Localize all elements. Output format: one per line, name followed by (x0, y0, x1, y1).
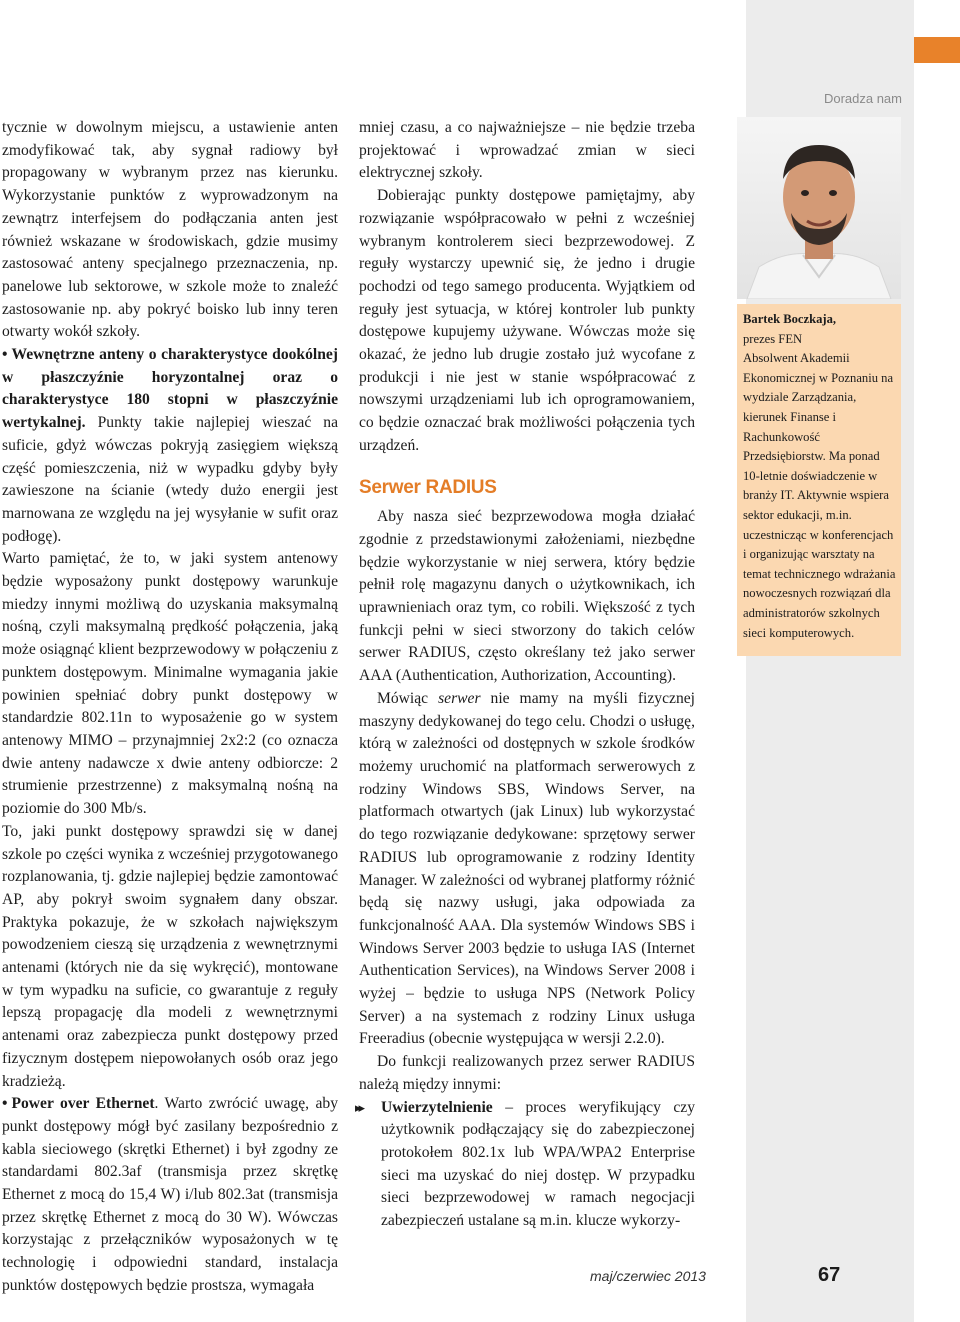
paragraph: Dobierając punkty dostępowe pamiętajmy, aby rozwiązanie współpracowało w pełni z wcześniej wybranym kontrolerem sieci bezprzewodowej. Z reguły wystarczy upewnić się, że jedno i drugie pochodzi od tego samego producenta. Wyjątkiem od reguły jest sytuacja, w której kontroler lub punkty dostępowe kupujemy używane. Wówczas może się okazać, że jedno lub drugie zostało już wycofane z produkcji i nie jest w stanie współpracować z nowszymi urządzeniami lub ich oprogramowaniem, co będzie oznaczać brak możliwości połączenia tych urządzeń. (359, 187, 695, 454)
author-bio-box (737, 304, 901, 656)
section-heading: Serwer RADIUS (359, 476, 497, 498)
emphasis-text: serwer (438, 689, 481, 707)
author-photo (737, 117, 901, 299)
arrow-list-item (359, 1097, 695, 1233)
text-column-middle (359, 117, 695, 1233)
bullet-heading: • Power over Ethernet (2, 1095, 155, 1112)
author-role: prezes FEN (743, 331, 803, 346)
bullet-text: . Warto zwrócić uwagę, aby punkt dostępowy mógł być zasilany bezpośrednio z kabla sieciowego (skrętki Ethernet) i był zgodny ze standardami 802.3af (transmisja przez skrętkę Ethernet z mocą do 15,4 W) i/lub 802.3at (transmisja przez skrętkę Ethernet z mocą do 30 W). Wówczas korzystając z przełączników wyposażonych w tę technologię i odpowiedni standard, instalacja punktów dostępowych będzie prostsza, wymagała (2, 1095, 338, 1294)
author-name: Bartek Boczkaja, (743, 312, 837, 326)
portrait-illustration (737, 117, 901, 299)
sidebar-label: Doradza nam (823, 91, 902, 106)
bullet-text: Punkty takie najlepiej wieszać na suficie, gdyż wówczas pokryją zasięgiem większą część pomieszczenia, niż w wypadku gdyby były zawieszone na ścianie (wtedy dużo energii jest marnowana ze względu na jej wysyłanie w sufit oraz podłogę). (2, 414, 338, 545)
paragraph: Warto pamiętać, że to, w jaki system antenowy będzie wyposażony punkt dostępowy warunkuje miedzy innymi możliwą do uzyskania maksymalną nośną, czyli maksymalną prędkość połączenia, jaką może osiągnąć klient bezprzewodowy w połączeniu z punktem dostępowym. Minimalne wymagania jakie powinien spełniać dobry punkt dostępowy w standardzie 802.11n to wyposażenie go w system antenowy MIMO – przynajmniej 2x2:2 (co oznacza dwie anteny nadawcze x dwie anteny odbiorcze: 2 strumienie przestrzenne) z maksymalną nośną na poziomie do 300 Mb/s. (2, 550, 338, 818)
paragraph-text: Mówiąc (377, 689, 439, 707)
paragraph: mniej czasu, a co najważniejsze – nie będzie trzeba projektować i wprowadzać zmian w sieci elektrycznej szkoły. (359, 119, 695, 182)
paragraph: Aby nasza sieć bezprzewodowa mogła działać zgodnie z przedstawionymi założeniami, niezbędne będzie wykorzystanie w niej serwera, który będzie pełnił rolę magazynu danych o użytkownikach, ich uprawnieniach oraz tym, co robili. Większość z tych funkcji pełni w sieci stworzony do takich celów serwer RADIUS, często określany też jako serwer AAA (Authentication, Authorization, Accounting). (359, 508, 695, 685)
section-tab-marker (914, 37, 960, 63)
paragraph-text: nie mamy na myśli fizycznej maszyny dedykowanej do tego celu. Chodzi o usługę, którą w zależności od dostępnych w szkole środków możemy uruchomić na platformach serwerowych z rodziny Windows SBS, Windows Server, na platformach otwartych (jak Linux) lub wykorzystać do tego rozwiązanie dedykowane: sprzętowy serwer RADIUS lub oprogramowanie z rodziny Identity Manager. W zależności od wybranej platformy różnić będą się nazwy usługi, jaka odpowiada za funkcjonalność AAA. Dla systemów Windows SBS i Windows Server 2003 będzie to usługa IAS (Internet Authentication Services), na Windows Server 2008 i wyżej – będzie to usługa NPS (Network Policy Server) a na systemach z rodziny Linux usługa Freeradius (obecnie występująca w wersji 2.2.0). (359, 689, 695, 1048)
page-number: 67 (818, 1264, 841, 1286)
paragraph: To, jaki punkt dostępowy sprawdzi się w danej szkole po części wynika z wcześniej przygotowanego rozplanowania, tj. gdzie najlepiej będzie zamontować AP, aby pokrył swoim sygnałem dany obszar. Praktyka pokazuje, że w szkołach największym powodzeniem cieszą się urządzenia z wewnętrznymi antenami (których nie da się wykręcić), montowane w tym wypadku na suficie, co gwarantuje z reguły lepszą propagację dla modeli z wewnętrznymi antenami oraz zabezpiecza punkt dostępowy przed fizycznym dostępem niepowołanych osób oraz jego kradzieżą. (2, 822, 338, 1090)
paragraph: Do funkcji realizowanych przez serwer RADIUS należą między innymi: (359, 1053, 695, 1093)
issue-label: maj/czerwiec 2013 (590, 1268, 706, 1284)
bullet-heading: • Wewnętrzne anteny o charakterystyce dookólnej w płaszczyźnie horyzontalnej oraz o charakterystyce 180 stopni w płaszczyźnie wertykalnej. (2, 346, 338, 431)
bullet-item (2, 1093, 338, 1297)
text-column-left (2, 117, 338, 1298)
bullet-item (2, 344, 338, 548)
list-item-text: – proces weryfikujący czy użytkownik podłączający się do zabezpieczonej protokołem 802.1x lub WPA/WPA2 Enterprise sieci ma uzyskać do niej dostęp. W przypadku sieci bezprzewodowej w ramach negocjacji zabezpieczeń ustalane są m.in. klucze wykorzy- (381, 1098, 695, 1230)
list-item-heading: Uwierzytelnienie (381, 1098, 493, 1116)
author-description: Absolwent Akademii Ekonomicznej w Poznaniu na wydziale Zarządzania, kierunek Finanse i Rachunkowość Przedsiębiorstw. Ma ponad 10-letnie doświadczenie w branży IT. Aktywnie wspiera sektor edukacji, m.in. uczestnicząc w konferencjach i organizując warsztaty na temat technicznego wdrażania nowoczesnych rozwiązań dla administratorów szkolnych sieci komputerowych. (743, 351, 896, 640)
paragraph: tycznie w dowolnym miejscu, a ustawienie anten zmodyfikować tak, aby sygnał radiowy był propagowany w wybranym przez nas kierunku. Wykorzystanie punktów z wyprowadzonym na zewnątrz interfejsem do podłączania anten jest również wskazane w środowiskach, gdzie musimy zastosować anteny specjalnego przeznaczenia, np. panelowe lub sektorowe, w szkole może to znaleźć zastosowanie np. aby pokryć boisko lub inny teren otwarty wokół szkoły. (2, 119, 338, 341)
paragraph (359, 688, 695, 1051)
